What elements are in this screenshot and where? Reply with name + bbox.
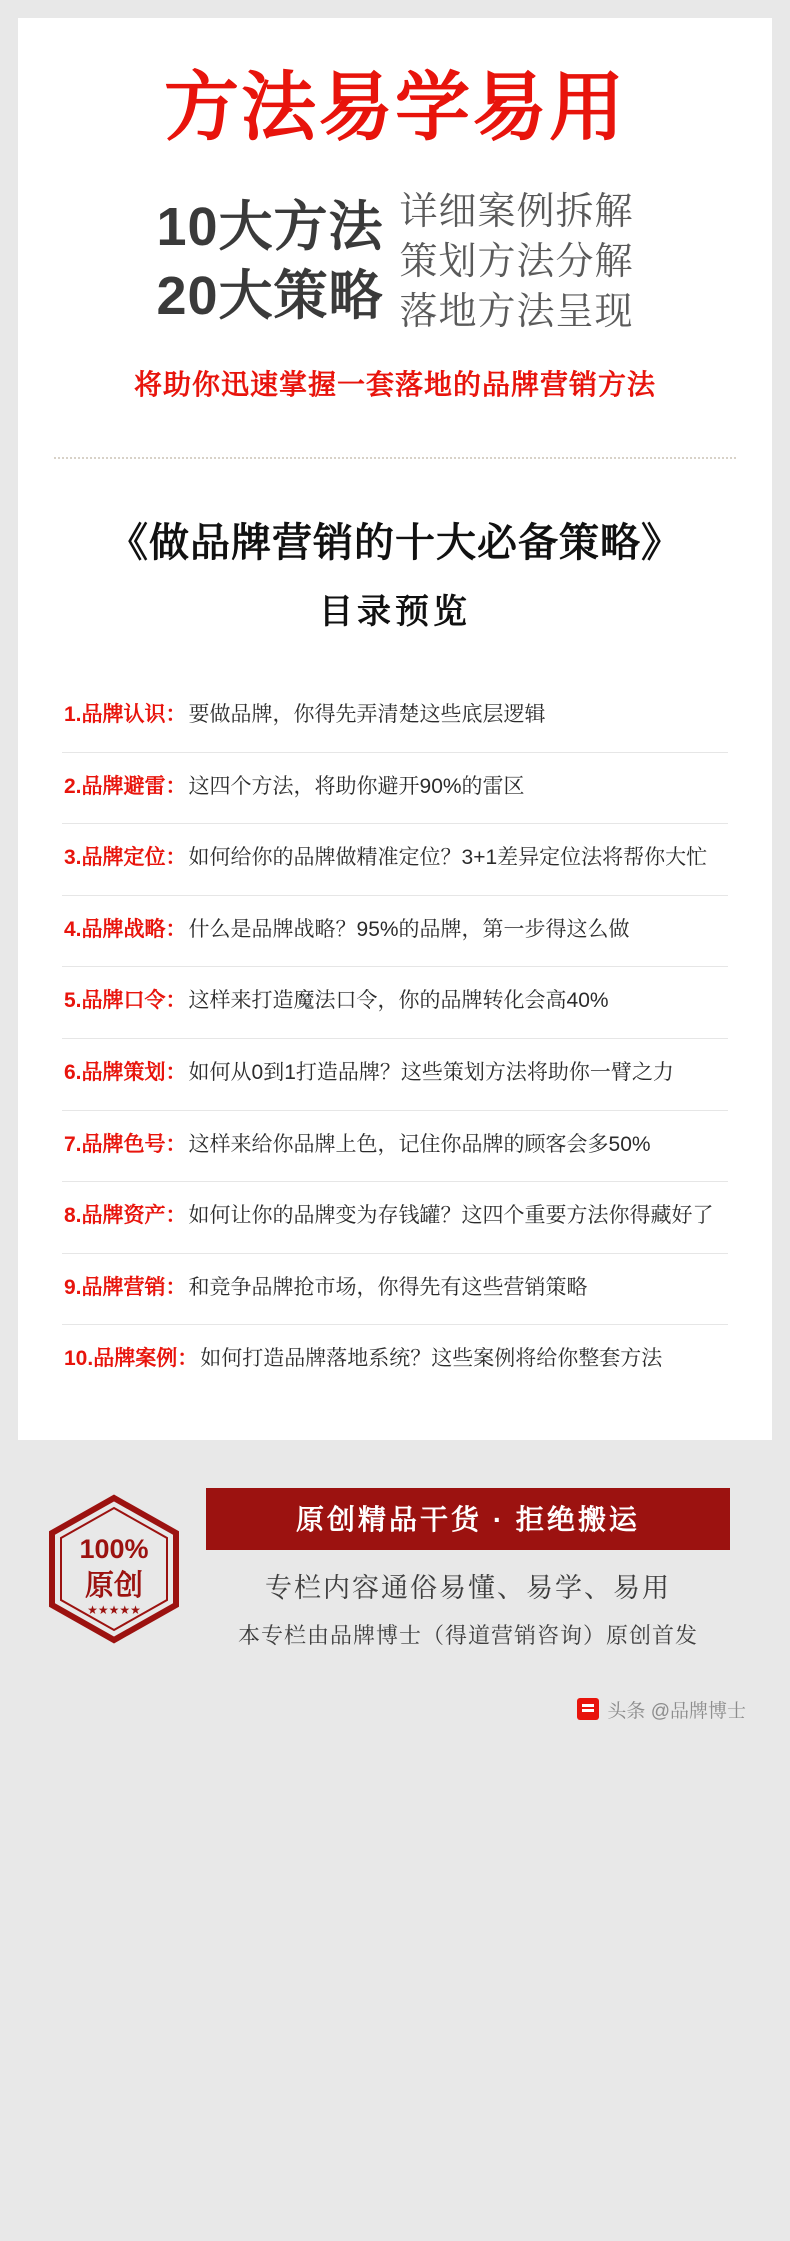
toc-item-text: 要做品牌，你得先弄清楚这些底层逻辑 xyxy=(188,703,546,727)
list-item[interactable] xyxy=(62,1254,728,1326)
toc-item-key: 4.品牌战略： xyxy=(64,917,187,941)
toc-item-text: 这样来给你品牌上色，记住你品牌的顾客会多50% xyxy=(188,1132,651,1156)
hero-section xyxy=(18,18,772,421)
hero-right-line-1: 详细案例拆解 xyxy=(399,190,634,233)
toc-item-text: 如何从0到1打造品牌？这些策划方法将助你一臂之力 xyxy=(188,1060,674,1084)
watermark-text: 头条 @品牌博士 xyxy=(607,1700,746,1722)
watermark xyxy=(18,1676,772,1741)
hero-right-line-2: 策划方法分解 xyxy=(399,240,634,283)
list-item[interactable] xyxy=(62,681,728,753)
toc-item-key: 5.品牌口令： xyxy=(64,989,187,1013)
seal-bottom-text: 原创 xyxy=(84,1569,144,1602)
toc-item-text: 和竞争品牌抢市场，你得先有这些营销策略 xyxy=(188,1275,588,1299)
toc-item-text: 这四个方法，将助你避开90%的雷区 xyxy=(188,774,525,798)
toc-item-text: 什么是品牌战略？95%的品牌，第一步得这么做 xyxy=(188,917,630,941)
original-seal-icon xyxy=(48,1494,180,1644)
hero-columns xyxy=(58,187,732,337)
hero-left-column xyxy=(156,193,383,331)
seal-top-text: 100% xyxy=(79,1533,149,1564)
list-item[interactable] xyxy=(62,824,728,896)
toc-item-key: 1.品牌认识： xyxy=(64,703,187,727)
toc-item-key: 8.品牌资产： xyxy=(64,1204,187,1228)
toc-item-text: 这样来打造魔法口令，你的品牌转化会高40% xyxy=(188,989,609,1013)
footer-banner-title: 原创精品干货 · 拒绝搬运 xyxy=(206,1488,730,1550)
list-item[interactable] xyxy=(62,967,728,1039)
hero-title: 方法易学易用 xyxy=(163,63,626,151)
toc-item-text: 如何让你的品牌变为存钱罐？这四个重要方法你得藏好了 xyxy=(188,1204,714,1228)
toc-item-key: 10.品牌案例： xyxy=(64,1347,199,1371)
toutiao-logo-icon xyxy=(577,1698,599,1720)
list-item[interactable] xyxy=(62,753,728,825)
list-item[interactable] xyxy=(62,1039,728,1111)
toc-header xyxy=(18,459,772,641)
toc-item-key: 7.品牌色号： xyxy=(64,1132,187,1156)
footer-banner xyxy=(18,1466,772,1676)
toc-item-key: 6.品牌策划： xyxy=(64,1060,187,1084)
hero-right-column xyxy=(400,187,634,337)
hero-right-line-3: 落地方法呈现 xyxy=(399,291,634,334)
list-item[interactable] xyxy=(62,896,728,968)
toc-subtitle: 目录预览 xyxy=(319,593,471,632)
toc-item-key: 3.品牌定位： xyxy=(64,846,187,870)
toc-title: 《做品牌营销的十大必备策略》 xyxy=(108,521,682,566)
toc-item-key: 2.品牌避雷： xyxy=(64,774,187,798)
list-item[interactable] xyxy=(62,1111,728,1183)
list-item[interactable] xyxy=(62,1325,728,1396)
seal-stars-text: ★★★★★ xyxy=(87,1602,141,1617)
hero-subtitle: 将助你迅速掌握一套落地的品牌营销方法 xyxy=(133,369,656,401)
footer-line-3: 本专栏由品牌博士（得道营销咨询）原创首发 xyxy=(237,1622,698,1648)
hero-left-line-1: 10大方法 xyxy=(156,196,384,257)
footer-section xyxy=(18,1440,772,1741)
hero-left-line-2: 20大策略 xyxy=(156,265,384,326)
toc-item-text: 如何打造品牌落地系统？这些案例将给你整套方法 xyxy=(200,1347,663,1371)
footer-line-2: 专栏内容通俗易懂、易学、易用 xyxy=(265,1572,671,1603)
footer-text-block xyxy=(206,1488,736,1650)
content-card xyxy=(18,18,772,1440)
toc-item-text: 如何给你的品牌做精准定位？3+1差异定位法将帮你大忙 xyxy=(188,846,708,870)
toc-item-key: 9.品牌营销： xyxy=(64,1275,187,1299)
toc-list xyxy=(18,641,772,1439)
list-item[interactable] xyxy=(62,1182,728,1254)
